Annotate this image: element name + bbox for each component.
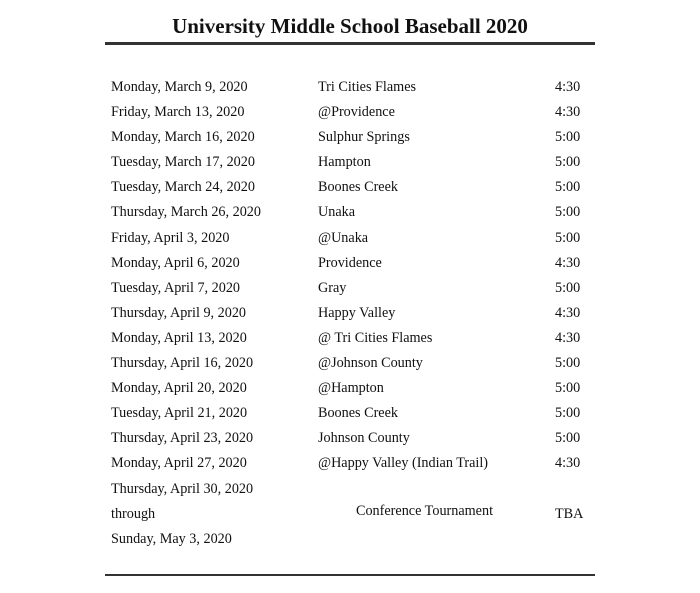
game-opponent: @ Tri Cities Flames <box>318 329 433 346</box>
game-opponent: Sulphur Springs <box>318 129 410 146</box>
game-time: 5:00 <box>555 355 581 372</box>
game-row <box>0 75 700 100</box>
game-time: 5:00 <box>555 154 581 171</box>
game-opponent: Unaka <box>318 204 356 221</box>
game-opponent: Tri Cities Flames <box>318 79 417 95</box>
game-time: 5:00 <box>555 405 581 422</box>
game-date: Thursday, April 9, 2020 <box>111 304 247 321</box>
game-row <box>0 401 700 426</box>
game-time: 4:30 <box>555 254 581 271</box>
game-time: 4:30 <box>555 304 581 321</box>
game-opponent: @Johnson County <box>318 355 423 372</box>
game-row <box>0 351 700 376</box>
game-date: Monday, April 6, 2020 <box>111 254 240 271</box>
game-opponent: Providence <box>318 254 382 271</box>
game-time: 5:00 <box>555 129 581 146</box>
game-time: 5:00 <box>555 179 581 196</box>
game-date: Friday, March 13, 2020 <box>111 104 245 121</box>
tournament-start-date: Thursday, April 30, 2020 <box>111 481 254 497</box>
game-row <box>0 200 700 225</box>
game-row <box>0 226 700 251</box>
game-row <box>0 276 700 301</box>
tournament-time: TBA <box>555 506 584 522</box>
game-time: 5:00 <box>555 380 581 397</box>
game-time: 5:00 <box>555 279 581 296</box>
tournament-end-date: Sunday, May 3, 2020 <box>111 531 232 547</box>
game-opponent: Hampton <box>318 154 371 171</box>
game-row <box>0 150 700 175</box>
game-opponent: Happy Valley <box>318 304 396 321</box>
game-opponent: @Hampton <box>318 380 384 397</box>
game-date: Monday, March 9, 2020 <box>111 79 248 95</box>
tournament-through: through <box>111 506 156 522</box>
top-divider <box>105 42 595 45</box>
game-row <box>0 451 700 476</box>
game-date: Thursday, March 26, 2020 <box>111 204 261 221</box>
game-opponent: Boones Creek <box>318 405 398 422</box>
page-title: University Middle School Baseball 2020 <box>172 14 528 38</box>
game-time: 5:00 <box>555 204 581 221</box>
game-time: 4:30 <box>555 104 581 121</box>
game-date: Monday, April 20, 2020 <box>111 380 247 397</box>
game-row <box>0 251 700 276</box>
game-opponent: Boones Creek <box>318 179 398 196</box>
game-date: Thursday, April 16, 2020 <box>111 355 254 372</box>
game-row <box>0 125 700 150</box>
game-row <box>0 301 700 326</box>
bottom-divider <box>105 574 595 576</box>
game-date: Tuesday, April 21, 2020 <box>111 405 248 422</box>
game-date: Monday, March 16, 2020 <box>111 129 255 146</box>
game-time: 5:00 <box>555 229 581 246</box>
game-date: Monday, April 27, 2020 <box>111 455 247 472</box>
game-opponent: Gray <box>318 279 347 296</box>
game-opponent: @Happy Valley (Indian Trail) <box>318 455 489 472</box>
game-date: Friday, April 3, 2020 <box>111 229 230 246</box>
game-opponent: @Unaka <box>318 229 369 246</box>
game-date: Tuesday, March 24, 2020 <box>111 179 255 196</box>
game-row <box>0 175 700 200</box>
game-row <box>0 426 700 451</box>
game-row <box>0 326 700 351</box>
tournament-block <box>0 477 700 552</box>
game-opponent: Johnson County <box>318 430 410 447</box>
tournament-event: Conference Tournament <box>356 503 494 519</box>
game-date: Thursday, April 23, 2020 <box>111 430 254 447</box>
game-row <box>0 376 700 401</box>
game-time: 5:00 <box>555 430 581 447</box>
game-date: Monday, April 13, 2020 <box>111 329 247 346</box>
games-list <box>0 75 700 477</box>
game-time: 4:30 <box>555 329 581 346</box>
game-date: Tuesday, March 17, 2020 <box>111 154 255 171</box>
game-time: 4:30 <box>555 79 581 95</box>
game-time: 4:30 <box>555 455 581 472</box>
game-row <box>0 100 700 125</box>
game-opponent: @Providence <box>318 104 395 121</box>
game-date: Tuesday, April 7, 2020 <box>111 279 241 296</box>
